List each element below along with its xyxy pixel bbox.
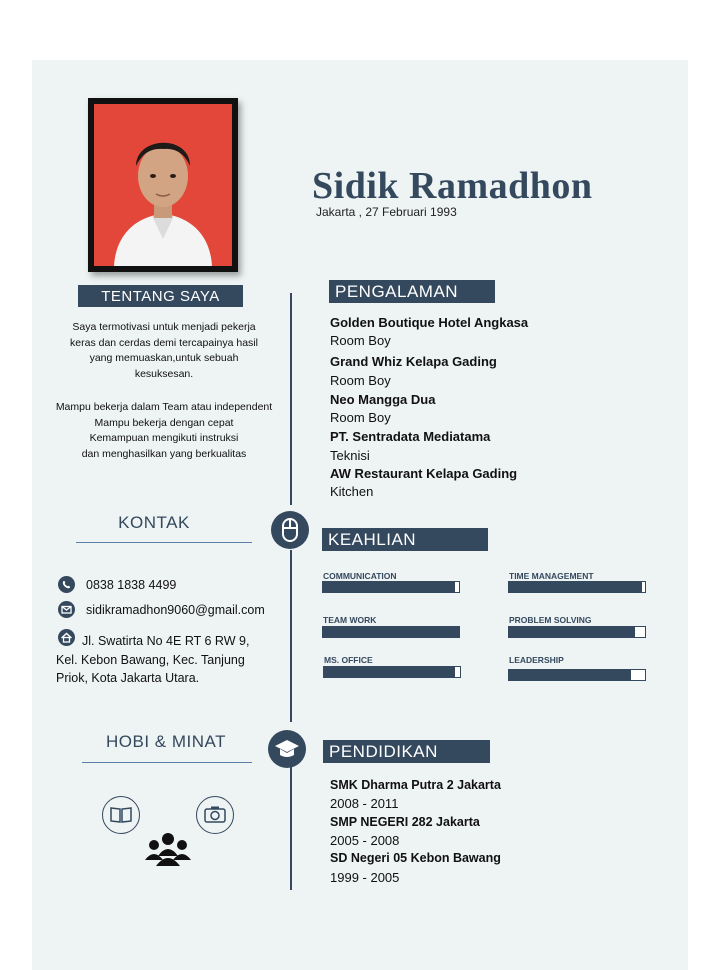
experience-role: Kitchen <box>330 484 374 499</box>
contact-underline <box>76 542 252 543</box>
education-header <box>323 740 490 763</box>
skill-label: COMMUNICATION <box>323 571 397 581</box>
timeline-line <box>290 550 292 722</box>
about-line: Kemampuan mengikuti instruksi <box>89 432 239 444</box>
education-years: 1999 - 2005 <box>330 870 400 885</box>
timeline-line <box>290 293 292 505</box>
mouse-circle-icon <box>271 511 309 549</box>
about-line: yang memuaskan,untuk sebuah <box>89 352 239 364</box>
timeline-line <box>290 766 292 890</box>
experience-place: Golden Boutique Hotel Angkasa <box>330 315 529 330</box>
contact-title: KONTAK <box>118 513 190 532</box>
experience-header <box>329 280 495 303</box>
book-icon <box>102 796 140 834</box>
experience-role: Room Boy <box>330 410 391 425</box>
education-title: PENDIDIKAN <box>329 742 438 761</box>
experience-place: Neo Mangga Dua <box>330 392 436 407</box>
camera-icon <box>196 796 234 834</box>
skills-title: KEAHLIAN <box>328 530 417 549</box>
experience-role: Teknisi <box>330 448 370 463</box>
experience-role: Room Boy <box>330 373 391 388</box>
skill-label: TIME MANAGEMENT <box>509 571 594 581</box>
skill-label: LEADERSHIP <box>509 655 564 665</box>
skill-bar <box>322 626 460 638</box>
hobbies-title: HOBI & MINAT <box>106 732 226 751</box>
skill-bar <box>322 581 460 593</box>
about-line: Mampu bekerja dengan cepat <box>94 416 234 429</box>
contact-address-line: Kel. Kebon Bawang, Kec. Tanjung <box>56 653 245 667</box>
skill-label: MS. OFFICE <box>324 655 373 665</box>
email-icon <box>58 601 75 618</box>
skill-fill <box>509 582 642 592</box>
about-line: Saya termotivasi untuk menjadi pekerja <box>72 321 256 333</box>
whatsapp-icon <box>58 576 75 593</box>
skill-fill <box>323 627 459 637</box>
education-school: SD Negeri 05 Kebon Bawang <box>330 851 501 865</box>
contact-email: sidikramadhon9060@gmail.com <box>86 603 265 617</box>
experience-place: PT. Sentradata Mediatama <box>330 429 491 444</box>
education-years: 2008 - 2011 <box>330 796 399 811</box>
contact-address-line: Jl. Swatirta No 4E RT 6 RW 9, <box>82 634 250 648</box>
skill-fill <box>509 627 635 637</box>
group-icon <box>144 830 192 870</box>
about-paragraph-1 <box>44 320 284 382</box>
birth-info: Jakarta , 27 Februari 1993 <box>316 205 457 219</box>
education-years: 2005 - 2008 <box>330 833 400 848</box>
skill-bar <box>323 666 461 678</box>
skill-label: TEAM WORK <box>323 615 377 625</box>
skill-fill <box>324 667 455 677</box>
about-line: dan menghasilkan yang berkualitas <box>81 447 247 460</box>
experience-role: Room Boy <box>330 333 391 348</box>
skill-fill <box>509 670 631 680</box>
skill-fill <box>323 582 455 592</box>
skills-header <box>322 528 488 551</box>
skill-bar <box>508 581 646 593</box>
profile-photo <box>94 104 232 266</box>
profile-photo-frame <box>88 98 238 272</box>
skill-bar <box>508 626 646 638</box>
about-header <box>78 285 243 307</box>
about-line: keras dan cerdas demi tercapainya hasil <box>70 336 258 349</box>
experience-title: PENGALAMAN <box>335 282 459 301</box>
full-name: Sidik Ramadhon <box>312 165 593 207</box>
about-title: TENTANG SAYA <box>101 288 220 305</box>
education-school: SMP NEGERI 282 Jakarta <box>330 815 480 829</box>
about-paragraph-2 <box>40 400 288 462</box>
skill-label: PROBLEM SOLVING <box>509 615 592 625</box>
about-line: kesuksesan. <box>134 367 194 380</box>
contact-address-line: Priok, Kota Jakarta Utara. <box>56 671 200 685</box>
about-line: Mampu bekerja dalam Team atau independent <box>55 401 273 413</box>
experience-place: AW Restaurant Kelapa Gading <box>330 466 518 481</box>
graduation-cap-circle-icon <box>268 730 306 768</box>
experience-place: Grand Whiz Kelapa Gading <box>330 354 497 369</box>
contact-phone: 0838 1838 4499 <box>86 578 177 592</box>
skill-bar <box>508 669 646 681</box>
home-icon <box>58 629 75 646</box>
education-school: SMK Dharma Putra 2 Jakarta <box>330 778 501 792</box>
hobbies-underline <box>82 762 252 763</box>
